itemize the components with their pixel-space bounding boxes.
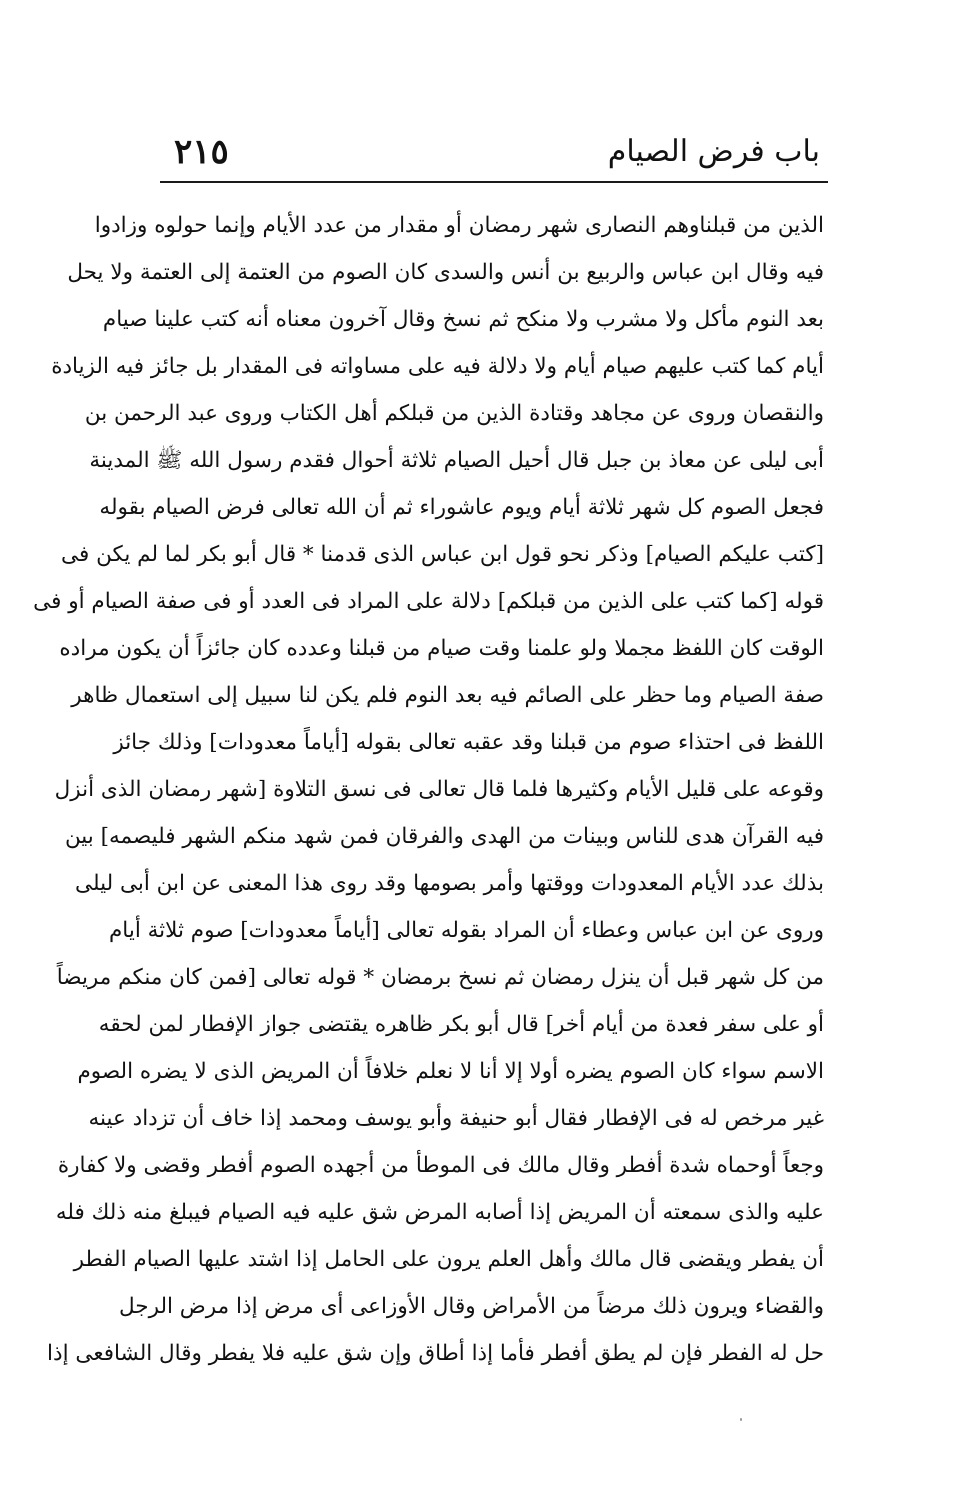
text-line: عليه والذى سمعته أن المريض إذا أصابه المرض شق عليه فيه الصيام فيبلغ منه ذلك فله <box>55 1200 824 1225</box>
page-number: ٢١٥ <box>174 132 229 172</box>
text-line: أو على سفر فعدة من أيام أخر] قال أبو بكر ظاهره يقتضى جواز الإفطار لمن لحقه <box>98 1012 824 1037</box>
text-line: فيه وقال ابن عباس والربيع بن أنس والسدى كان الصوم من العتمة إلى العتمة ولا يحل <box>67 260 824 285</box>
text-line: غير مرخص له فى الإفطار فقال أبو حنيفة وأبو يوسف ومحمد إذا خاف أن تزداد عينه <box>88 1106 824 1131</box>
text-line: وجعاً أوحماه شدة أفطر وقال مالك فى الموطأ من أجهده الصوم أفطر وقضى ولا كفارة <box>57 1153 824 1178</box>
text-line: [كتب عليكم الصيام] وذكر نحو قول ابن عباس الذى قدمنا * قال أبو بكر لما لم يكن فى <box>61 542 824 567</box>
text-line: قوله [كما كتب على الذين من قبلكم] دلالة على المراد فى العدد أو فى صفة الصيام أو فى <box>33 589 824 614</box>
text-line: والنقصان وروى عن مجاهد وقتادة الذين من قبلكم أهل الكتاب وروى عبد الرحمن بن <box>84 401 824 426</box>
text-line: بعد النوم مأكل ولا مشرب ولا منكح ثم نسخ وقال آخرون معناه أنه كتب علينا صيام <box>102 307 824 332</box>
text-line: من كل شهر قبل أن ينزل رمضان ثم نسخ برمضان * قوله تعالى [فمن كان منكم مريضاً <box>56 965 824 990</box>
header-rule <box>160 181 828 183</box>
text-line: أبى ليلى عن معاذ بن جبل قال أحيل الصيام ثلاثة أحوال فقدم رسول الله ﷺ المدينة <box>89 448 824 473</box>
chapter-title: باب فرض الصيام <box>607 134 820 169</box>
text-line: حل له الفطر فإن لم يطق أفطر فأما إذا أطاق وإن شق عليه فلا يفطر وقال الشافعى إذا <box>47 1341 824 1366</box>
running-header <box>160 126 820 176</box>
text-line: بذلك عدد الأيام المعدودات ووقتها وأمر بصومها وقد روى هذا المعنى عن ابن أبى ليلى <box>75 871 824 896</box>
text-line: فيه القرآن هدى للناس وبينات من الهدى والفرقان فمن شهد منكم الشهر فليصمه] بين <box>64 824 824 849</box>
text-line: أن يفطر ويقضى قال مالك وأهل العلم يرون على الحامل إذا اشتد عليها الصيام الفطر <box>73 1247 824 1272</box>
body-text <box>33 202 824 1377</box>
text-line: الاسم سواء كان الصوم يضره أولا إلا أنا لا نعلم خلافاً أن المريض الذى لا يضره الصوم <box>77 1059 824 1084</box>
text-line: فجعل الصوم كل شهر ثلاثة أيام ويوم عاشوراء ثم أن الله تعالى فرض الصيام بقوله <box>99 495 824 520</box>
text-line: الذين من قبلناوهم النصارى شهر رمضان أو مقدار من عدد الأيام وإنما حولوه وزادوا <box>94 213 824 238</box>
text-line: والقضاء ويرون ذلك مرضاً من الأمراض وقال الأوزاعى أى مرض إذا مرض الرجل <box>119 1294 824 1319</box>
text-line: وروى عن ابن عباس وعطاء أن المراد بقوله تعالى [أياماً معدودات] صوم ثلاثة أيام <box>108 918 824 943</box>
text-line: اللفظ فى احتذاء صوم من قبلنا وقد عقبه تعالى بقوله [أياماً معدودات] وذلك جائز <box>113 730 824 755</box>
text-line: وقوعه على قليل الأيام وكثيرها فلما قال تعالى فى نسق التلاوة [شهر رمضان الذى أنزل <box>54 777 824 802</box>
scan-speck <box>740 1418 742 1421</box>
text-line: أيام كما كتب عليهم صيام أيام ولا دلالة فيه على مساواته فى المقدار بل جائز فيه الزيادة <box>51 354 824 379</box>
text-line: الوقت كان اللفظ مجملا ولو علمنا وقت صيام من قبلنا وعدده كان جائزاً أن يكون مراده <box>59 636 824 661</box>
text-line: صفة الصيام وما حظر على الصائم فيه بعد النوم فلم يكن لنا سبيل إلى استعمال ظاهر <box>71 683 824 708</box>
